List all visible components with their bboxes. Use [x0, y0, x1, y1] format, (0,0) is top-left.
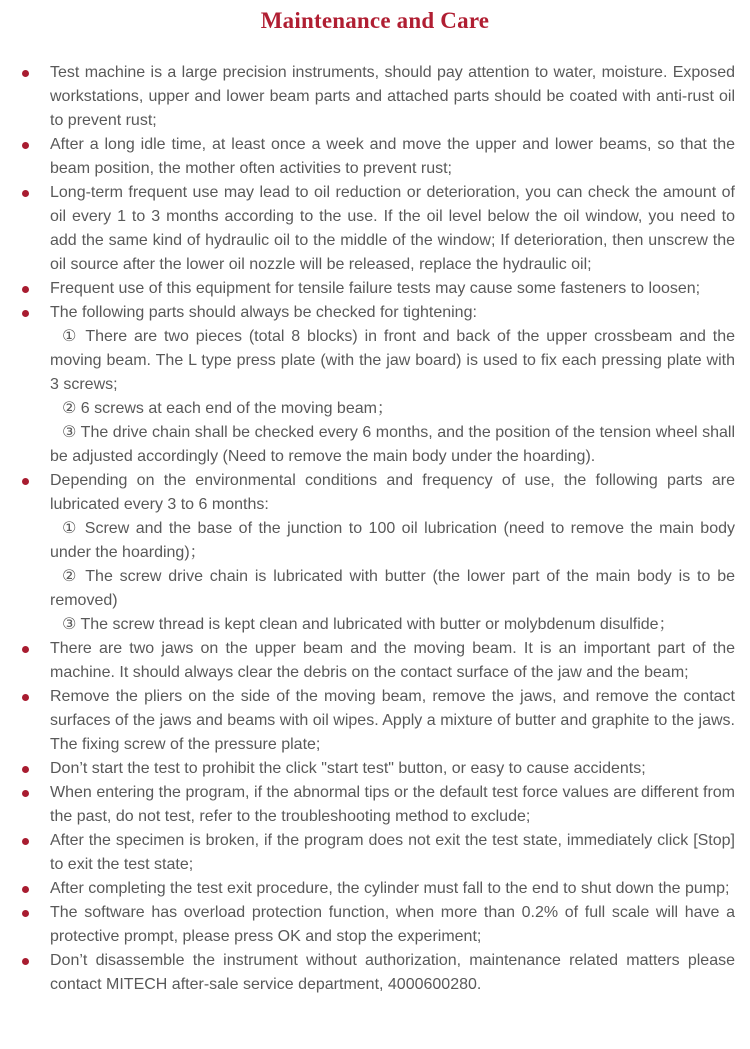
bullet-icon — [22, 286, 29, 293]
list-item-text: The software has overload protection function, when more than 0.2% of full scale will have a protective prompt, please press OK and stop the experiment; — [50, 904, 735, 945]
list-item-text: Frequent use of this equipment for tensile failure tests may cause some fasteners to loosen; — [50, 280, 701, 297]
bullet-icon — [22, 790, 29, 797]
list-item — [50, 133, 735, 181]
list-subitem-text: ② The screw drive chain is lubricated with butter (the lower part of the main body is to be removed) — [50, 568, 735, 609]
list-item-text: Remove the pliers on the side of the moving beam, remove the jaws, and remove the contact surfaces of the jaws and beams with oil wipes. Apply a mixture of butter and graphite to the jaws. The fixing screw of the pressure plate; — [50, 688, 735, 753]
bullet-icon — [22, 478, 29, 485]
list-item-text: After completing the test exit procedure, the cylinder must fall to the end to shut down the pump; — [50, 880, 730, 897]
list-item — [50, 637, 735, 685]
list-item-text: Don’t start the test to prohibit the click "start test" button, or easy to cause accidents; — [50, 760, 646, 777]
bullet-icon — [22, 910, 29, 917]
bullet-icon — [22, 646, 29, 653]
list-item-text: After a long idle time, at least once a week and move the upper and lower beams, so that the beam position, the mother often activities to prevent rust; — [50, 136, 735, 177]
bullet-icon — [22, 958, 29, 965]
list-item-text: After the specimen is broken, if the program does not exit the test state, immediately click [Stop] to exit the test state; — [50, 832, 735, 873]
list-item — [50, 469, 735, 637]
list-item — [50, 685, 735, 757]
bullet-icon — [22, 70, 29, 77]
list-item — [50, 277, 735, 301]
bullet-icon — [22, 886, 29, 893]
list-item-text: Test machine is a large precision instruments, should pay attention to water, moisture. Exposed workstations, upper and lower beam parts and attached parts should be coated with anti-rust oil to prevent rust; — [50, 64, 735, 129]
bullet-icon — [22, 838, 29, 845]
list-item-text: The following parts should always be checked for tightening: — [50, 304, 477, 321]
bullet-icon — [22, 190, 29, 197]
list-item — [50, 949, 735, 997]
list-item — [50, 781, 735, 829]
bullet-icon — [22, 694, 29, 701]
list-item — [50, 829, 735, 877]
maintenance-list — [50, 61, 735, 997]
list-item — [50, 877, 735, 901]
bullet-icon — [22, 766, 29, 773]
list-item — [50, 301, 735, 469]
list-subitem-text: ① There are two pieces (total 8 blocks) in front and back of the upper crossbeam and the moving beam. The L type press plate (with the jaw board) is used to fix each pressing plate with 3 screws; — [50, 328, 735, 393]
bullet-icon — [22, 142, 29, 149]
list-subitem-text: ③ The drive chain shall be checked every 6 months, and the position of the tension wheel shall be adjusted accordingly (Need to remove the main body under the hoarding). — [50, 424, 735, 465]
list-item-text: Long-term frequent use may lead to oil reduction or deterioration, you can check the amount of oil every 1 to 3 months according to the use. If the oil level below the oil window, you need to add the same kind of hydraulic oil to the middle of the window; If deterioration, then unscrew the oil source after the lower oil nozzle will be released, replace the hydraulic oil; — [50, 184, 735, 273]
list-item-text: Don’t disassemble the instrument without authorization, maintenance related matters please contact MITECH after-sale service department, 4000600280. — [50, 952, 735, 993]
list-item — [50, 757, 735, 781]
page-title: Maintenance and Care — [260, 8, 490, 33]
list-subitem-text: ① Screw and the base of the junction to 100 oil lubrication (need to remove the main body under the hoarding)； — [50, 520, 735, 561]
bullet-icon — [22, 310, 29, 317]
list-item — [50, 61, 735, 133]
list-item-text: When entering the program, if the abnormal tips or the default test force values are different from the past, do not test, refer to the troubleshooting method to exclude; — [50, 784, 735, 825]
list-item-text: Depending on the environmental conditions and frequency of use, the following parts are lubricated every 3 to 6 months: — [50, 472, 735, 513]
list-item-text: There are two jaws on the upper beam and the moving beam. It is an important part of the machine. It should always clear the debris on the contact surface of the jaw and the beam; — [50, 640, 735, 681]
list-item — [50, 181, 735, 277]
list-item — [50, 901, 735, 949]
list-subitem-text: ② 6 screws at each end of the moving beam； — [62, 400, 393, 417]
list-subitem-text: ③ The screw thread is kept clean and lubricated with butter or molybdenum disulfide； — [62, 616, 675, 633]
